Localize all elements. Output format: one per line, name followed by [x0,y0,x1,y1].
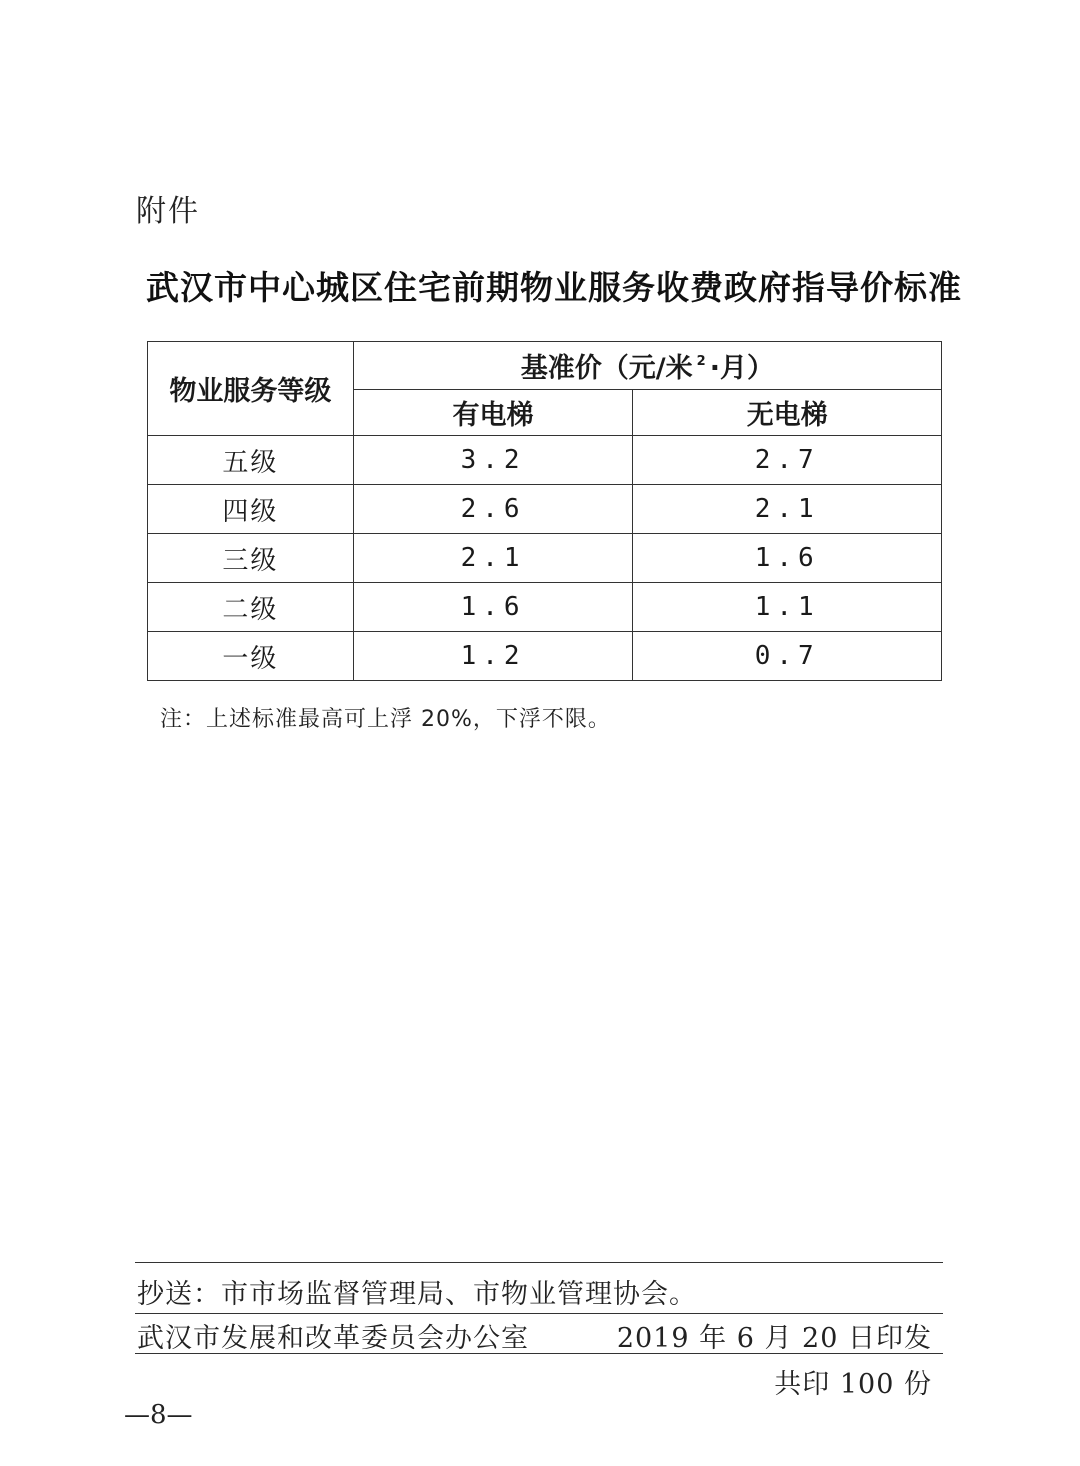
with-elevator-cell: 1.6 [353,583,633,632]
table-row [148,583,942,632]
grade-cell: 三级 [148,534,354,583]
footer-divider-top [135,1262,943,1263]
cc-line: 抄送：市市场监督管理局、市物业管理协会。 [137,1279,697,1310]
grade-cell: 五级 [148,436,354,485]
grade-cell: 一级 [148,632,354,681]
grade-cell: 四级 [148,485,354,534]
col-no-elevator-header: 无电梯 [633,390,942,436]
without-elevator-cell: 2.1 [633,485,942,534]
table-note: 注：上述标准最高可上浮 20%，下浮不限。 [160,707,611,732]
without-elevator-cell: 0.7 [633,632,942,681]
table-row [148,436,942,485]
table-row [148,632,942,681]
with-elevator-cell: 2.6 [353,485,633,534]
without-elevator-cell: 1.1 [633,583,942,632]
issue-date: 2019 年 6 月 20 日印发 [616,1323,932,1354]
table-row [148,485,942,534]
with-elevator-cell: 2.1 [353,534,633,583]
table-row [148,534,942,583]
price-header-suffix: ·月） [709,353,774,384]
price-header-superscript: 2 [696,354,706,369]
without-elevator-cell: 1.6 [633,534,942,583]
document-title: 武汉市中心城区住宅前期物业服务收费政府指导价标准 [146,268,962,307]
page-number: —8— [124,1400,193,1430]
price-header [353,342,941,390]
attachment-label: 附件 [136,194,200,229]
with-elevator-cell: 1.2 [353,632,633,681]
table-header-row [148,342,942,390]
copies-count: 共印 100 份 [774,1369,932,1400]
issuer-name: 武汉市发展和改革委员会办公室 [137,1323,529,1354]
col-elevator-header: 有电梯 [353,390,633,436]
footer-divider-bottom [135,1353,943,1354]
without-elevator-cell: 2.7 [633,436,942,485]
with-elevator-cell: 3.2 [353,436,633,485]
price-header-prefix: 基准价（元/米 [520,353,693,384]
fee-standard-table [147,341,942,681]
grade-header: 物业服务等级 [148,342,354,436]
grade-cell: 二级 [148,583,354,632]
footer-divider-middle [135,1313,943,1314]
